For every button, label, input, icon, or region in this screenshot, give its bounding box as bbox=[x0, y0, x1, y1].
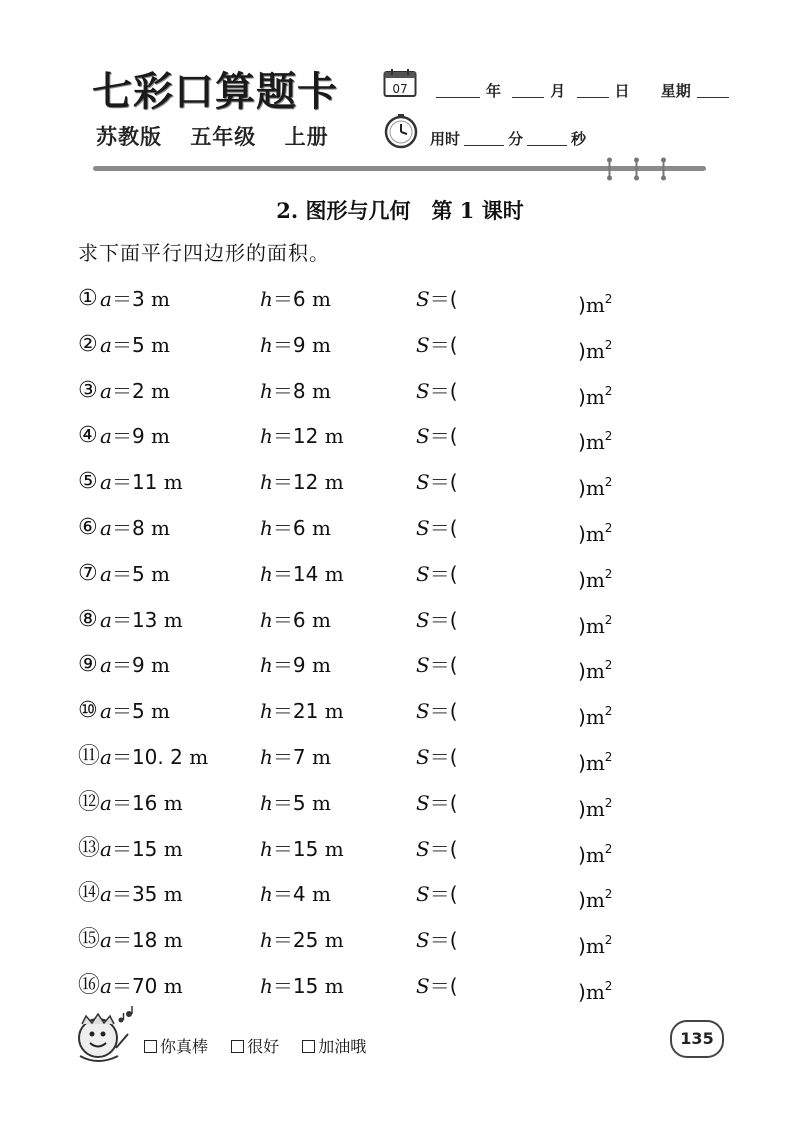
base-value: 15 bbox=[131, 836, 158, 861]
weekday-blank[interactable] bbox=[697, 97, 729, 98]
height-value: 9 bbox=[292, 332, 306, 357]
height-length: h＝6 m bbox=[260, 607, 331, 632]
binder-pin-icon bbox=[661, 157, 666, 181]
base-value: 18 bbox=[131, 928, 158, 953]
area-answer-close: )$m^2$ bbox=[578, 978, 613, 1004]
area-answer-close: )$m^2$ bbox=[578, 337, 613, 363]
height-value: 12 bbox=[292, 470, 319, 495]
area-answer-open[interactable]: S＝( bbox=[416, 332, 458, 357]
base-length: a＝3 m bbox=[100, 287, 170, 311]
area-answer-open[interactable]: S＝( bbox=[416, 882, 458, 907]
height-length: h＝12 m bbox=[260, 424, 344, 449]
base-value: 2 bbox=[131, 378, 145, 403]
base-length: a＝13 m bbox=[100, 607, 183, 632]
height-length: h＝6 m bbox=[260, 515, 331, 540]
height-value: 21 bbox=[292, 699, 319, 724]
rating-option[interactable]: 加油哦 bbox=[302, 1037, 366, 1056]
base-value: 8 bbox=[131, 515, 145, 540]
height-length: h＝4 m bbox=[260, 882, 331, 907]
area-answer-open[interactable]: S＝( bbox=[416, 607, 458, 632]
height-value: 14 bbox=[292, 561, 319, 586]
height-length: h＝21 m bbox=[260, 699, 344, 724]
height-length: h＝14 m bbox=[260, 561, 344, 586]
month-blank[interactable] bbox=[512, 97, 544, 98]
height-value: 5 bbox=[292, 790, 306, 815]
day-label: 日 bbox=[614, 82, 630, 100]
minutes-blank[interactable] bbox=[464, 145, 504, 146]
problem-number: ⑩ bbox=[78, 698, 98, 724]
grade: 五年级 bbox=[190, 125, 257, 149]
problem-number: ⑪ bbox=[78, 743, 101, 769]
area-answer-open[interactable]: S＝( bbox=[416, 790, 458, 815]
height-length: h＝25 m bbox=[260, 928, 344, 953]
problem-row bbox=[78, 879, 638, 925]
calendar-day: 07 bbox=[392, 82, 408, 96]
base-length: a＝2 m bbox=[100, 378, 170, 403]
date-fields bbox=[430, 80, 735, 101]
problem-number: ⑥ bbox=[78, 514, 98, 540]
base-length: a＝10. 2 m bbox=[100, 744, 209, 769]
area-answer-close: )$m^2$ bbox=[578, 841, 613, 867]
base-value: 13 bbox=[131, 607, 158, 632]
problem-row bbox=[78, 742, 638, 788]
base-value: 70 bbox=[131, 973, 158, 998]
base-value: 10. 2 bbox=[131, 744, 183, 769]
brand-title: 七彩口算题卡 bbox=[92, 68, 338, 115]
height-length: h＝9 m bbox=[260, 332, 331, 357]
problem-number: ⑫ bbox=[78, 789, 101, 815]
problem-number: ⑧ bbox=[78, 606, 98, 632]
calendar-icon bbox=[383, 68, 417, 98]
area-answer-open[interactable]: S＝( bbox=[416, 699, 458, 724]
base-length: a＝70 m bbox=[100, 973, 183, 998]
area-answer-close: )$m^2$ bbox=[578, 887, 613, 913]
problem-row bbox=[78, 788, 638, 834]
problem-number: ⑬ bbox=[78, 835, 101, 861]
problem-row bbox=[78, 925, 638, 971]
height-length: h＝5 m bbox=[260, 790, 331, 815]
year-label: 年 bbox=[486, 82, 502, 100]
problem-number: ⑭ bbox=[78, 881, 101, 907]
problem-row bbox=[78, 971, 638, 1017]
height-value: 8 bbox=[292, 378, 306, 403]
base-length: a＝11 m bbox=[100, 470, 183, 495]
problem-number: ⑯ bbox=[78, 972, 101, 998]
area-answer-close: )$m^2$ bbox=[578, 566, 613, 592]
problem-number: ② bbox=[78, 331, 98, 357]
problem-number: ⑦ bbox=[78, 560, 98, 586]
area-answer-close: )$m^2$ bbox=[578, 933, 613, 959]
height-value: 6 bbox=[292, 515, 306, 540]
height-value: 15 bbox=[292, 973, 319, 998]
height-length: h＝8 m bbox=[260, 378, 331, 403]
binder-pin-icon bbox=[607, 157, 612, 181]
lesson-title: 2. 图形与几何 第 1 课时 bbox=[276, 198, 524, 223]
problem-number: ⑮ bbox=[78, 927, 101, 953]
height-length: h＝9 m bbox=[260, 653, 331, 678]
base-length: a＝16 m bbox=[100, 790, 183, 815]
height-value: 4 bbox=[292, 882, 306, 907]
seconds-label: 秒 bbox=[571, 130, 587, 148]
instruction: 求下面平行四边形的面积。 bbox=[78, 241, 330, 265]
problem-row bbox=[78, 559, 638, 605]
height-value: 15 bbox=[292, 836, 319, 861]
area-answer-close: )$m^2$ bbox=[578, 475, 613, 501]
problem-number: ④ bbox=[78, 423, 98, 449]
volume: 上册 bbox=[284, 125, 329, 149]
base-length: a＝5 m bbox=[100, 561, 170, 586]
area-answer-close: )$m^2$ bbox=[578, 658, 613, 684]
minutes-label: 分 bbox=[508, 130, 524, 148]
area-answer-open[interactable]: S＝( bbox=[416, 836, 458, 861]
area-answer-close: )$m^2$ bbox=[578, 429, 613, 455]
base-length: a＝18 m bbox=[100, 928, 183, 953]
height-value: 25 bbox=[292, 928, 319, 953]
problem-row bbox=[78, 696, 638, 742]
checkbox-icon[interactable] bbox=[231, 1040, 244, 1053]
problem-row bbox=[78, 467, 638, 513]
problem-number: ⑨ bbox=[78, 652, 98, 678]
area-answer-close: )$m^2$ bbox=[578, 383, 613, 409]
base-length: a＝5 m bbox=[100, 699, 170, 724]
base-length: a＝9 m bbox=[100, 653, 170, 678]
page-number: 135 bbox=[670, 1020, 724, 1058]
problem-row bbox=[78, 421, 638, 467]
area-answer-open[interactable]: S＝( bbox=[416, 287, 458, 311]
base-value: 11 bbox=[131, 470, 158, 495]
problem-number: ① bbox=[78, 286, 98, 311]
edition-info bbox=[96, 121, 349, 151]
clock-icon bbox=[383, 113, 419, 149]
time-fields bbox=[430, 128, 586, 149]
area-answer-close: )$m^2$ bbox=[578, 612, 613, 638]
mascot-illustration bbox=[72, 1004, 138, 1068]
height-length: h＝12 m bbox=[260, 470, 344, 495]
area-answer-open[interactable]: S＝( bbox=[416, 561, 458, 586]
area-answer-close: )$m^2$ bbox=[578, 795, 613, 821]
base-value: 16 bbox=[131, 790, 158, 815]
base-length: a＝15 m bbox=[100, 836, 183, 861]
checkbox-icon[interactable] bbox=[144, 1040, 157, 1053]
area-answer-open[interactable]: S＝( bbox=[416, 378, 458, 403]
problem-number: ⑤ bbox=[78, 469, 98, 495]
height-value: 6 bbox=[292, 287, 306, 311]
problem-list bbox=[78, 284, 638, 1017]
rating-option[interactable]: 很好 bbox=[231, 1037, 279, 1056]
height-length: h＝15 m bbox=[260, 973, 344, 998]
height-length: h＝15 m bbox=[260, 836, 344, 861]
area-answer-open[interactable]: S＝( bbox=[416, 973, 458, 998]
base-length: a＝5 m bbox=[100, 332, 170, 357]
problem-row bbox=[78, 834, 638, 880]
base-length: a＝8 m bbox=[100, 515, 170, 540]
height-value: 9 bbox=[292, 653, 306, 678]
area-answer-open[interactable]: S＝( bbox=[416, 424, 458, 449]
problem-number: ③ bbox=[78, 377, 98, 403]
area-answer-open[interactable]: S＝( bbox=[416, 470, 458, 495]
header-divider bbox=[93, 166, 706, 171]
problem-row bbox=[78, 376, 638, 422]
rating-option[interactable]: 你真棒 bbox=[144, 1037, 208, 1056]
height-value: 7 bbox=[292, 744, 306, 769]
base-value: 35 bbox=[131, 882, 158, 907]
base-value: 9 bbox=[131, 424, 145, 449]
base-length: a＝9 m bbox=[100, 424, 170, 449]
height-length: h＝7 m bbox=[260, 744, 331, 769]
area-answer-open[interactable]: S＝( bbox=[416, 744, 458, 769]
height-length: h＝6 m bbox=[260, 287, 331, 311]
base-length: a＝35 m bbox=[100, 882, 183, 907]
weekday-label: 星期 bbox=[660, 82, 691, 100]
area-answer-close: )$m^2$ bbox=[578, 704, 613, 730]
problem-row bbox=[78, 330, 638, 376]
seconds-blank[interactable] bbox=[527, 145, 567, 146]
height-value: 12 bbox=[292, 424, 319, 449]
year-blank[interactable] bbox=[436, 97, 480, 98]
area-answer-close: )$m^2$ bbox=[578, 520, 613, 546]
problem-row bbox=[78, 650, 638, 696]
area-answer-close: )$m^2$ bbox=[578, 749, 613, 775]
checkbox-icon[interactable] bbox=[302, 1040, 315, 1053]
base-value: 5 bbox=[131, 332, 145, 357]
base-value: 5 bbox=[131, 699, 145, 724]
self-rating bbox=[144, 1034, 384, 1057]
base-value: 5 bbox=[131, 561, 145, 586]
day-blank[interactable] bbox=[577, 97, 609, 98]
problem-row bbox=[78, 605, 638, 651]
area-answer-open[interactable]: S＝( bbox=[416, 653, 458, 678]
height-value: 6 bbox=[292, 607, 306, 632]
month-label: 月 bbox=[550, 82, 566, 100]
problem-row bbox=[78, 513, 638, 559]
publisher: 苏教版 bbox=[96, 125, 162, 149]
binder-pin-icon bbox=[634, 157, 639, 181]
area-answer-open[interactable]: S＝( bbox=[416, 515, 458, 540]
base-value: 9 bbox=[131, 653, 145, 678]
area-answer-close: )$m^2$ bbox=[578, 292, 613, 317]
problem-row bbox=[78, 284, 638, 330]
used-time-label: 用时 bbox=[430, 130, 461, 148]
area-answer-open[interactable]: S＝( bbox=[416, 928, 458, 953]
base-value: 3 bbox=[131, 287, 145, 311]
